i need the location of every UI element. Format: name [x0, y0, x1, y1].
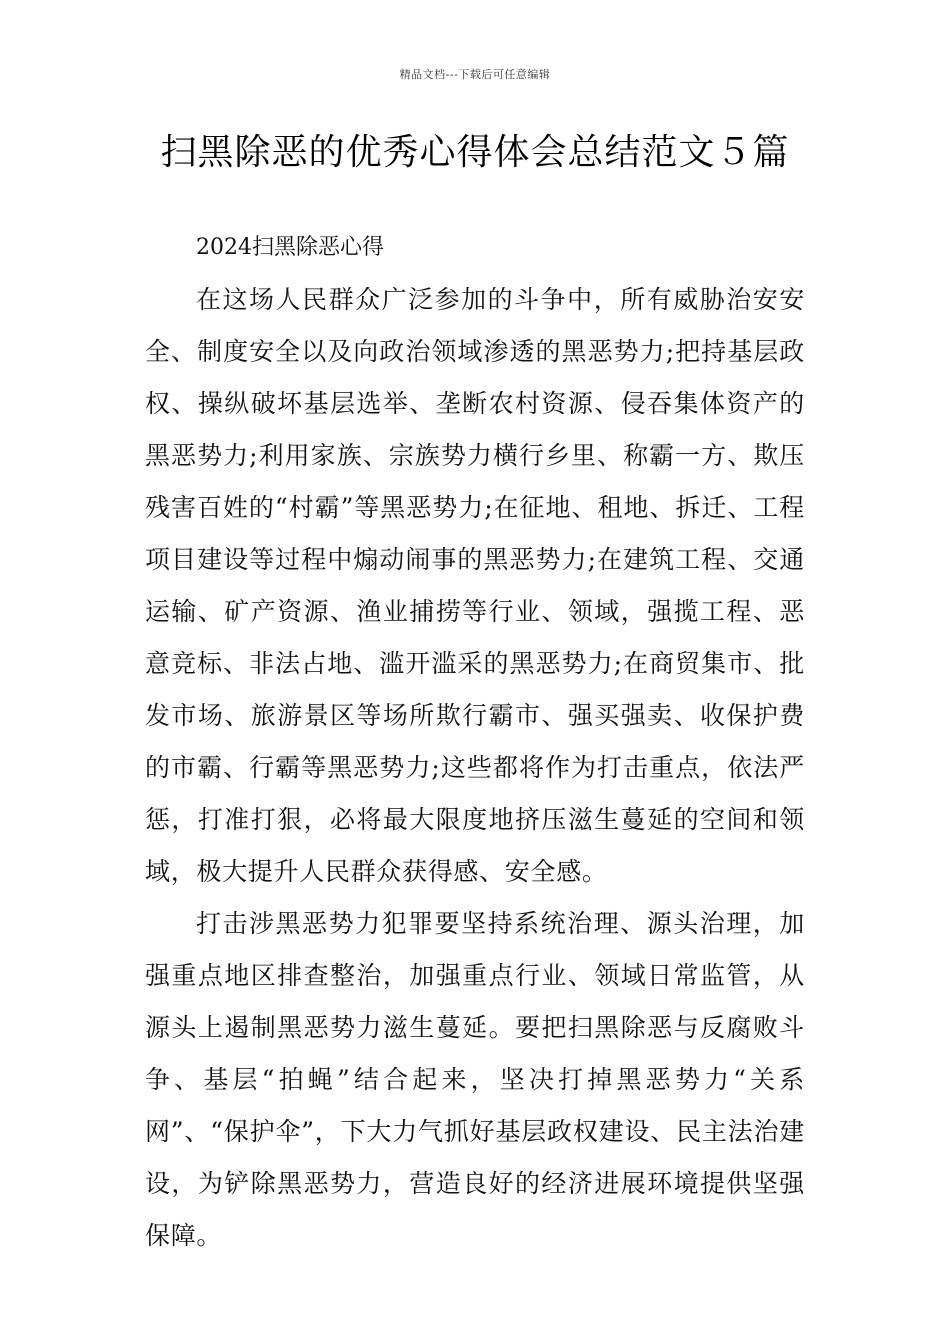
document-title: 扫黑除恶的优秀心得体会总结范文５篇 — [160, 132, 790, 173]
header-note: 精品文档---下载后可任意编辑 — [399, 68, 551, 81]
section-subheading: 2024扫黑除恶心得 — [196, 235, 384, 260]
body-paragraph-1: 在这场人民群众广泛参加的斗争中，所有威胁治安安全、制度安全以及向政治领域渗透的黑恶势力;把持基层政权、操纵破坏基层选举、垄断农村资源、侵吞集体资产的黑恶势力;利用家族、宗族势力横行乡里、称霸一方、欺压残害百姓的“村霸”等黑恶势力;在征地、租地、拆迁、工程项目建设等过程中煽动闹事的黑恶势力;在建筑工程、交通运输、矿产资源、渔业捕捞等行业、领域，强揽工程、恶意竞标、非法占地、滥开滥采的黑恶势力;在商贸集市、批发市场、旅游景区等场所欺行霸市、强买强卖、收保护费的市霸、行霸等黑恶势力;这些都将作为打击重点，依法严惩，打准打狠，必将最大限度地挤压滋生蔓延的空间和领域，极大提升人民群众获得感、安全感。 — [145, 285, 805, 886]
document-body — [145, 222, 805, 1262]
body-paragraph-2: 打击涉黑恶势力犯罪要坚持系统治理、源头治理，加强重点地区排查整治，加强重点行业、领域日常监管，从源头上遏制黑恶势力滋生蔓延。要把扫黑除恶与反腐败斗争、基层“拍蝇”结合起来，坚决打掉黑恶势力“关系网”、“保护伞”，下大力气抓好基层政权建设、民主法治建设，为铲除黑恶势力，营造良好的经济进展环境提供坚强保障。 — [145, 909, 805, 1250]
